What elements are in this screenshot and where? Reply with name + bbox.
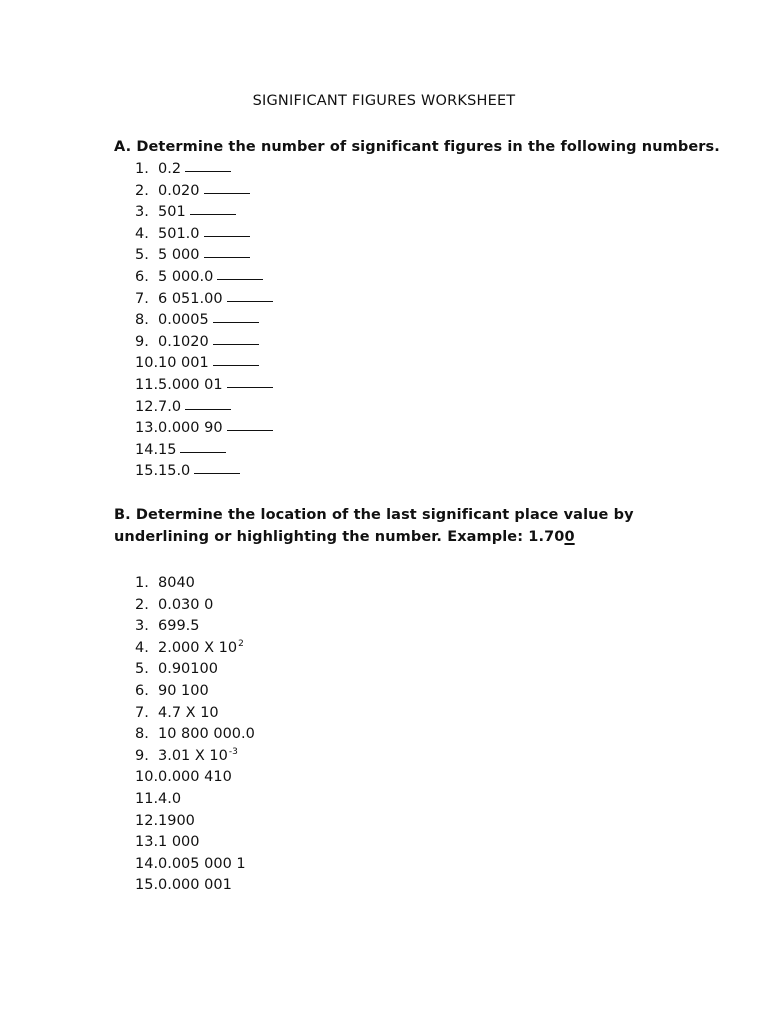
list-item: 10.0.000 410 — [135, 769, 232, 786]
list-item: 9. 3.01 X $10^{-3}$ — [135, 746, 238, 764]
list-item: 2. 0.030 0 — [135, 596, 214, 613]
list-item: 14.15 — [135, 440, 273, 462]
answer-blank[interactable] — [213, 365, 259, 366]
list-item: 8. 10 800 000.0 — [135, 726, 255, 743]
list-item: 5. 0.90100 — [135, 661, 218, 678]
list-item: 1. 8040 — [135, 575, 195, 591]
section-b-heading-line2: underlining or highlighting the number. Example: 1.700 — [114, 528, 575, 545]
item-value: 0.2 — [158, 161, 182, 177]
section-b-list — [135, 569, 256, 893]
list-item: 4. 2.000 X $10^2$ — [135, 638, 244, 656]
answer-blank[interactable] — [180, 452, 226, 453]
item-value: 7.0 — [158, 398, 182, 415]
item-value: 15 — [158, 441, 177, 458]
list-item: 6. 90 100 — [135, 682, 209, 699]
list-item: 15.0.000 001 — [135, 877, 232, 894]
item-value[interactable]: 1900 — [158, 812, 195, 829]
answer-blank[interactable] — [227, 430, 273, 431]
list-item: 13.1 000 — [135, 834, 200, 851]
answer-blank[interactable] — [194, 473, 240, 474]
answer-blank[interactable] — [190, 214, 236, 215]
answer-blank[interactable] — [213, 322, 259, 323]
item-value[interactable]: 699.5 — [158, 618, 200, 635]
item-value: 501.0 — [158, 225, 200, 242]
answer-blank[interactable] — [213, 344, 259, 345]
list-item: 6. 5 000.0 — [135, 267, 273, 289]
list-item: 7. 6 051.00 — [135, 289, 273, 311]
section-a-list — [135, 159, 273, 483]
item-value: 15.0 — [158, 463, 191, 480]
item-value[interactable]: 10 800 000.0 — [158, 726, 255, 743]
answer-blank[interactable] — [227, 387, 273, 388]
list-item: 11.4.0 — [135, 790, 182, 807]
answer-blank[interactable] — [185, 409, 231, 410]
list-item: 14.0.005 000 1 — [135, 855, 246, 872]
item-value[interactable]: 0.005 000 1 — [158, 855, 246, 872]
exponent: -3 — [228, 746, 238, 757]
answer-blank[interactable] — [227, 301, 273, 302]
answer-blank[interactable] — [204, 193, 250, 194]
item-value[interactable]: 4.7 X 10 — [158, 704, 219, 721]
item-value[interactable]: 0.90100 — [158, 661, 218, 678]
answer-blank[interactable] — [185, 171, 231, 172]
list-item: 2. 0.020 — [135, 181, 273, 203]
list-item: 11.5.000 01 — [135, 375, 273, 397]
section-a-heading: A. Determine the number of significant figures in the following numbers. — [114, 139, 720, 155]
answer-blank[interactable] — [204, 236, 250, 237]
item-value: 0.020 — [158, 182, 200, 199]
list-item: 15.15.0 — [135, 461, 273, 483]
item-value[interactable]: 2.000 X 10 — [158, 639, 238, 656]
item-value: 10 001 — [158, 355, 209, 372]
list-item: 8. 0.0005 — [135, 310, 273, 332]
item-value[interactable]: 1 000 — [158, 834, 200, 851]
list-item: 1. 0.2 — [135, 159, 273, 181]
list-item: 3. 501 — [135, 202, 273, 224]
exponent: 2 — [238, 638, 244, 649]
item-value: 501 — [158, 204, 186, 221]
list-item: 7. 4.7 X 10 — [135, 704, 219, 721]
page-title: SIGNIFICANT FIGURES WORKSHEET — [252, 93, 516, 109]
section-b-heading-line1: B. Determine the location of the last significant place value by — [114, 507, 634, 523]
list-item: 9. 0.1020 — [135, 332, 273, 354]
list-item: 4. 501.0 — [135, 224, 273, 246]
section-b-heading — [114, 505, 674, 548]
item-value: 5 000 — [158, 247, 200, 264]
example-underlined-digit: 0 — [564, 528, 575, 545]
item-value: 0.0005 — [158, 312, 209, 329]
answer-blank[interactable] — [204, 257, 250, 258]
answer-blank[interactable] — [217, 279, 263, 280]
item-value[interactable]: 0.030 0 — [158, 596, 214, 613]
list-item: 12.7.0 — [135, 397, 273, 419]
item-value[interactable]: 8040 — [158, 575, 195, 591]
item-value[interactable]: 3.01 X 10 — [158, 747, 228, 764]
item-value[interactable]: 4.0 — [158, 790, 182, 807]
item-value[interactable]: 90 100 — [158, 682, 209, 699]
item-value: 5 000.0 — [158, 268, 214, 285]
list-item: 10.10 001 — [135, 353, 273, 375]
item-value[interactable]: 0.000 001 — [158, 877, 232, 894]
item-value[interactable]: 0.000 410 — [158, 769, 232, 786]
item-value: 6 051.00 — [158, 290, 223, 307]
item-value: 0.1020 — [158, 333, 209, 350]
list-item: 13.0.000 90 — [135, 418, 273, 440]
item-value: 5.000 01 — [158, 376, 223, 393]
list-item: 5. 5 000 — [135, 245, 273, 267]
list-item: 12.1900 — [135, 812, 195, 829]
list-item: 3. 699.5 — [135, 618, 200, 635]
item-value: 0.000 90 — [158, 420, 223, 437]
